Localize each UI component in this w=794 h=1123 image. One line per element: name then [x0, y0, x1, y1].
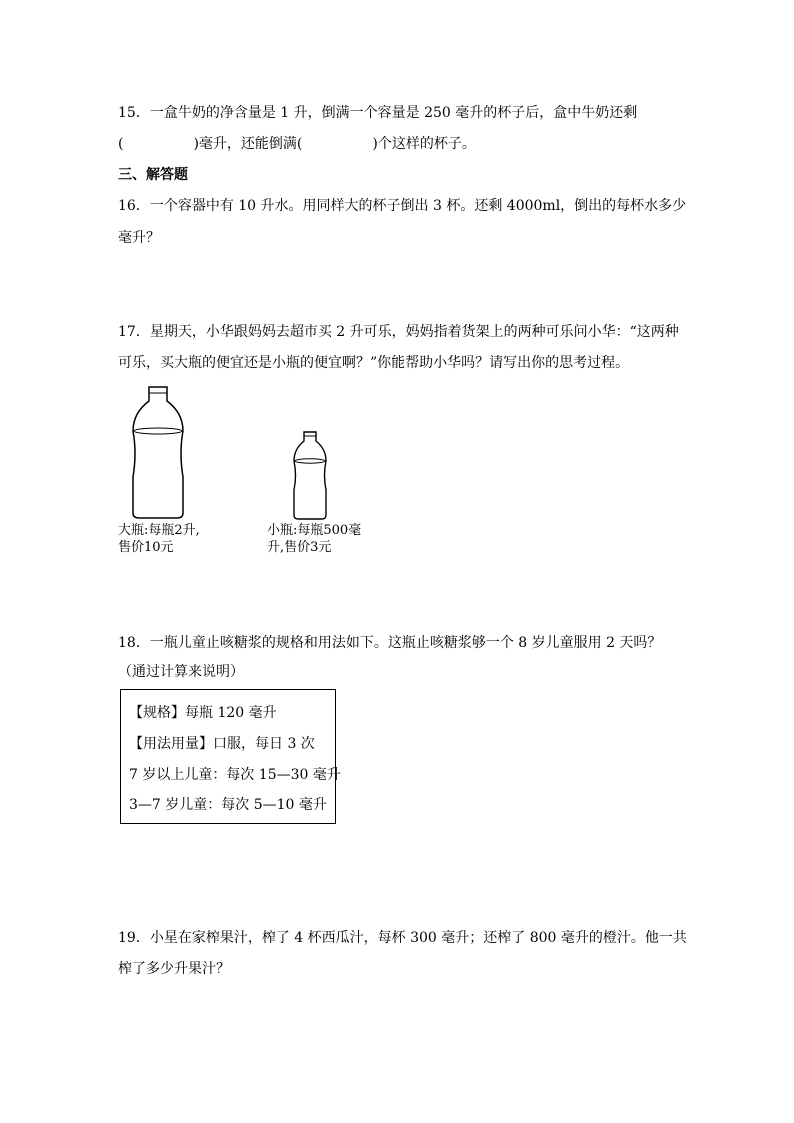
q18-text-line1: 18．一瓶儿童止咳糖浆的规格和用法如下。这瓶止咳糖浆够一个 8 岁儿童服用 2 天吗？ — [118, 635, 662, 651]
big-bottle-caption-2: 售价10元 — [118, 540, 174, 555]
big-bottle-image — [125, 385, 191, 521]
q15-text-mid: )毫升，还能倒满( — [193, 136, 303, 152]
q19-text-line2: 榨了多少升果汁？ — [118, 961, 230, 977]
q17-text-line2: 可乐，买大瓶的便宜还是小瓶的便宜啊？”你能帮助小华吗？请写出你的思考过程。 — [118, 355, 630, 371]
q19-text-line1: 19．小星在家榨果汁，榨了 4 杯西瓜汁，每杯 300 毫升；还榨了 800 毫升的橙汁。他一共 — [118, 930, 687, 946]
q18-text-line2: （通过计算来说明） — [118, 664, 244, 680]
q15-text-line1: 15．一盒牛奶的净含量是 1 升，倒满一个容量是 250 毫升的杯子后，盒中牛奶还剩 — [118, 105, 638, 121]
q16-text-line2: 毫升？ — [118, 230, 160, 246]
spec-line-1: 【规格】每瓶 120 毫升 — [129, 705, 277, 721]
q17-text-line1: 17．星期天，小华跟妈妈去超市买 2 升可乐，妈妈指着货架上的两种可乐问小华：“这两种 — [118, 324, 679, 340]
small-bottle-caption-2: 升,售价3元 — [267, 540, 332, 555]
spec-line-4: 3—7 岁儿童：每次 5—10 毫升 — [129, 797, 327, 813]
q15-text-end: )个这样的杯子。 — [372, 136, 476, 152]
syrup-spec-box — [120, 689, 341, 824]
q15-text-line2 — [118, 134, 476, 154]
small-bottle-image — [290, 430, 330, 521]
spec-line-2: 【用法用量】口服，每日 3 次 — [129, 736, 315, 752]
q15-open-paren: ( — [118, 136, 124, 152]
small-bottle-caption-1: 小瓶:每瓶500毫 — [267, 523, 362, 538]
section-heading: 三、解答题 — [118, 167, 188, 183]
big-bottle-caption-1: 大瓶:每瓶2升, — [118, 523, 200, 538]
spec-line-3: 7 岁以上儿童：每次 15—30 毫升 — [129, 767, 341, 783]
q16-text-line1: 16．一个容器中有 10 升水。用同样大的杯子倒出 3 杯。还剩 4000ml，倒出的每杯水多少 — [118, 198, 687, 214]
